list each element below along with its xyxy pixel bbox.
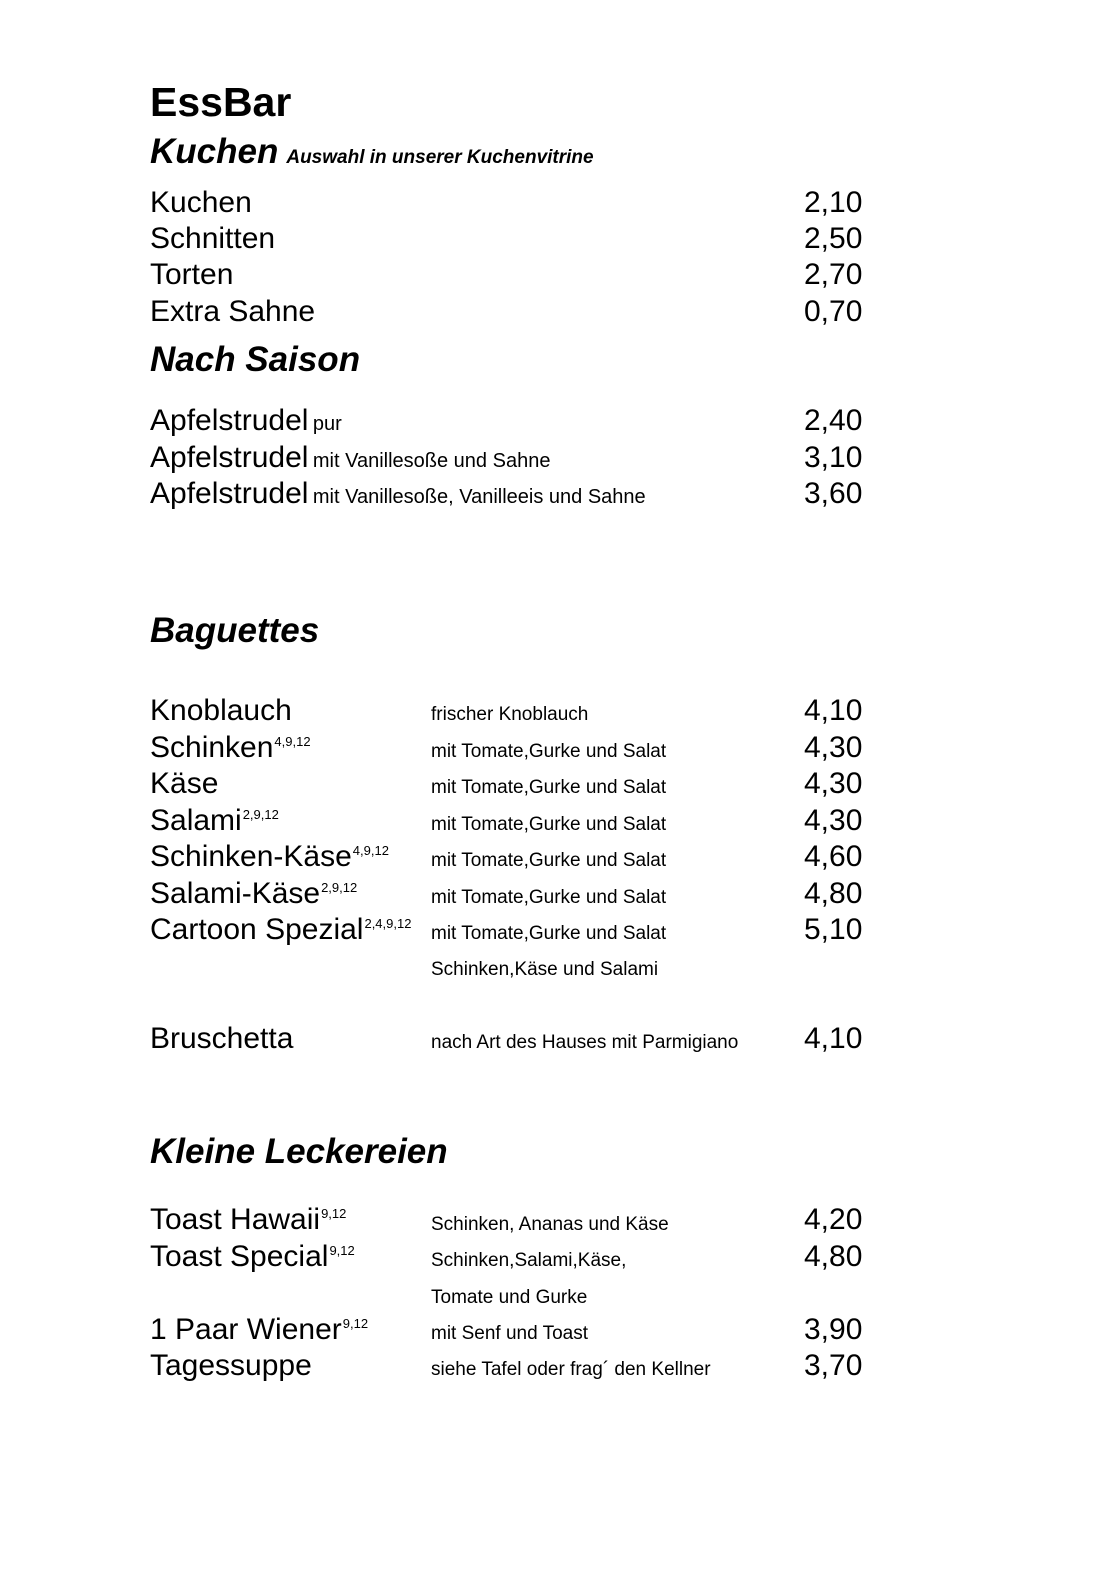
menu-item-name: Salami-Käse$^{2,9,12}$ (150, 877, 358, 910)
menu-item-desc: frischer Knoblauch (431, 704, 589, 725)
section-heading: Kuchen (150, 132, 279, 171)
menu-item-desc-line2: Schinken,Käse und Salami (431, 959, 659, 980)
menu-item-name: Knoblauch (150, 694, 292, 727)
menu-item-price: 5,10 (804, 913, 863, 946)
menu-item-price: 3,70 (804, 1349, 863, 1382)
allergen-refs: 2,9,12 (321, 880, 358, 895)
allergen-refs: 4,9,12 (274, 734, 311, 749)
menu-item (150, 479, 646, 509)
menu-item-desc-line2: Tomate und Gurke (431, 1287, 588, 1308)
section-kuchen-heading (150, 134, 594, 169)
menu-item-price: 2,50 (804, 222, 863, 255)
menu-item-desc: mit Senf und Toast (431, 1323, 589, 1344)
section-subheading: Auswahl in unserer Kuchenvitrine (286, 147, 594, 168)
menu-item (150, 406, 342, 436)
menu-item-note: mit Vanillesoße und Sahne (312, 450, 551, 472)
menu-item-price: 4,80 (804, 1240, 863, 1273)
menu-item-desc: Schinken, Ananas und Käse (431, 1214, 669, 1235)
menu-item-desc: Schinken,Salami,Käse, (431, 1250, 627, 1271)
menu-item-desc: nach Art des Hauses mit Parmigiano (431, 1032, 739, 1053)
menu-item-price: 2,70 (804, 258, 863, 291)
menu-item-name: Schinken$^{4,9,12}$ (150, 731, 311, 764)
menu-item-price: 2,40 (804, 404, 863, 437)
menu-item-price: 4,30 (804, 767, 863, 800)
menu-item-name: Toast Hawaii$^{9,12}$ (150, 1203, 347, 1236)
section-leckereien-heading: Kleine Leckereien (150, 1132, 448, 1171)
allergen-refs: 2,9,12 (242, 807, 279, 822)
menu-item-name: Apfelstrudel (150, 441, 309, 474)
menu-item-name: Salami$^{2,9,12}$ (150, 804, 279, 837)
allergen-refs: 4,9,12 (352, 843, 389, 858)
menu-item-desc: mit Tomate,Gurke und Salat (431, 814, 667, 835)
allergen-refs: 9,12 (329, 1243, 355, 1258)
menu-item-price: 4,80 (804, 877, 863, 910)
menu-item-name: Schnitten (150, 222, 276, 255)
menu-item-name: Tagessuppe (150, 1349, 312, 1382)
menu-item-name: Bruschetta (150, 1022, 294, 1055)
menu-item-note: mit Vanillesoße, Vanilleeis und Sahne (312, 486, 646, 508)
allergen-refs: 2,4,9,12 (364, 916, 412, 931)
menu-item-name: Torten (150, 258, 234, 291)
menu-item-desc: siehe Tafel oder frag´ den Kellner (431, 1359, 711, 1380)
menu-item-name: Kuchen (150, 186, 252, 219)
menu-item-name: Apfelstrudel (150, 404, 309, 437)
menu-item-name: Schinken-Käse$^{4,9,12}$ (150, 840, 389, 873)
menu-item-price: 4,10 (804, 1022, 863, 1055)
page-title: EssBar (150, 79, 292, 125)
menu-item-name: Käse (150, 767, 219, 800)
menu-item-desc: mit Tomate,Gurke und Salat (431, 741, 667, 762)
menu-item-price: 4,10 (804, 694, 863, 727)
menu-item-desc: mit Tomate,Gurke und Salat (431, 923, 667, 944)
section-baguettes-heading: Baguettes (150, 611, 320, 650)
menu-item-name: Toast Special$^{9,12}$ (150, 1240, 355, 1273)
menu-item-price: 3,90 (804, 1313, 863, 1346)
menu-item-price: 0,70 (804, 295, 863, 328)
menu-item-price: 4,20 (804, 1203, 863, 1236)
menu-item-price: 4,30 (804, 804, 863, 837)
menu-item-note: pur (312, 413, 342, 435)
menu-item (150, 443, 550, 473)
menu-item-name: 1 Paar Wiener$^{9,12}$ (150, 1313, 369, 1346)
section-saison-heading: Nach Saison (150, 340, 361, 379)
menu-item-desc: mit Tomate,Gurke und Salat (431, 850, 667, 871)
allergen-refs: 9,12 (321, 1206, 347, 1221)
menu-item-desc: mit Tomate,Gurke und Salat (431, 887, 667, 908)
menu-item-price: 3,10 (804, 441, 863, 474)
menu-item-price: 4,30 (804, 731, 863, 764)
menu-item-desc: mit Tomate,Gurke und Salat (431, 777, 667, 798)
menu-item-price: 4,60 (804, 840, 863, 873)
menu-item-price: 2,10 (804, 186, 863, 219)
allergen-refs: 9,12 (342, 1316, 369, 1331)
menu-item-name: Cartoon Spezial$^{2,4,9,12}$ (150, 913, 412, 946)
menu-item-price: 3,60 (804, 477, 863, 510)
menu-item-name: Apfelstrudel (150, 477, 309, 510)
menu-item-name: Extra Sahne (150, 295, 316, 328)
